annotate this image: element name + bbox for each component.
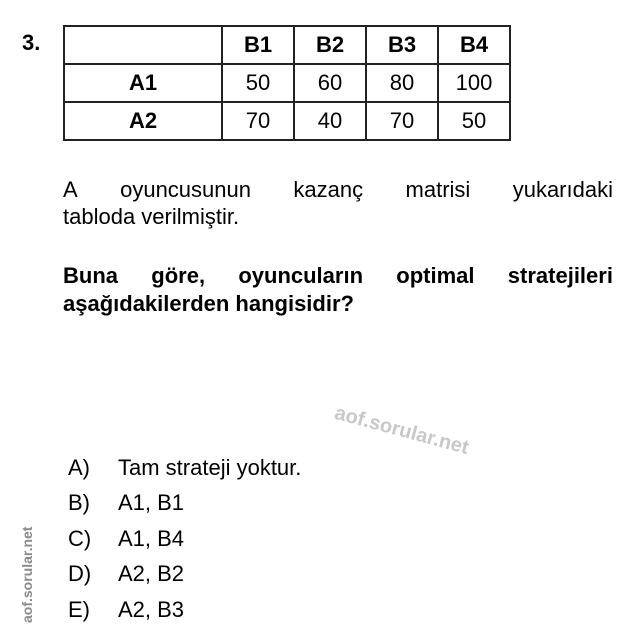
question-number: 3. xyxy=(22,30,41,55)
table-cell: 60 xyxy=(294,64,366,102)
table-cell: 70 xyxy=(366,102,438,140)
watermark-side: aof.sorular.net xyxy=(19,526,35,623)
column-header: B1 xyxy=(222,26,294,64)
word: oyuncusunun xyxy=(120,177,251,202)
statement-line-2: tabloda verilmiştir. xyxy=(63,204,240,229)
payoff-matrix-table xyxy=(63,25,511,141)
word: yukarıdaki xyxy=(512,177,613,202)
option-b[interactable] xyxy=(68,486,301,522)
table-corner-cell xyxy=(64,26,222,64)
table-header-row xyxy=(64,26,510,64)
option-letter: A) xyxy=(68,454,90,480)
option-d[interactable] xyxy=(68,557,301,593)
column-header: B3 xyxy=(366,26,438,64)
option-letter: C) xyxy=(68,525,92,551)
option-text: A1, B4 xyxy=(118,525,185,551)
table-cell: 80 xyxy=(366,64,438,102)
option-c[interactable] xyxy=(68,521,301,557)
table-cell: 100 xyxy=(438,64,510,102)
watermark-center: aof.sorular.net xyxy=(332,402,472,459)
option-letter: B) xyxy=(68,490,90,516)
answer-options xyxy=(68,450,301,628)
column-header: B2 xyxy=(294,26,366,64)
row-header: A2 xyxy=(64,102,222,140)
prompt-line-1 xyxy=(63,262,613,290)
column-header: B4 xyxy=(438,26,510,64)
prompt-line-2: aşağıdakilerden hangisidir? xyxy=(63,291,354,316)
option-text: A2, B3 xyxy=(118,596,185,622)
option-e[interactable] xyxy=(68,592,301,628)
word: göre, xyxy=(151,263,206,288)
row-header: A1 xyxy=(64,64,222,102)
word: optimal xyxy=(396,263,475,288)
word: stratejileri xyxy=(507,263,613,288)
option-letter: E) xyxy=(68,596,90,622)
option-letter: D) xyxy=(68,561,92,587)
statement-line-1 xyxy=(63,176,613,203)
option-a[interactable] xyxy=(68,450,301,486)
table-row xyxy=(64,64,510,102)
word: Buna xyxy=(63,263,118,288)
word: kazanç xyxy=(293,177,364,202)
option-text: Tam strateji yoktur. xyxy=(118,454,302,480)
table-cell: 40 xyxy=(294,102,366,140)
word: oyuncuların xyxy=(238,263,364,288)
option-text: A2, B2 xyxy=(118,561,185,587)
option-text: A1, B1 xyxy=(118,490,185,516)
word: A xyxy=(63,177,78,202)
word: matrisi xyxy=(405,177,471,202)
question-statement xyxy=(63,176,613,230)
table-cell: 50 xyxy=(438,102,510,140)
table-row xyxy=(64,102,510,140)
table-cell: 70 xyxy=(222,102,294,140)
question-prompt xyxy=(63,262,613,318)
table-cell: 50 xyxy=(222,64,294,102)
